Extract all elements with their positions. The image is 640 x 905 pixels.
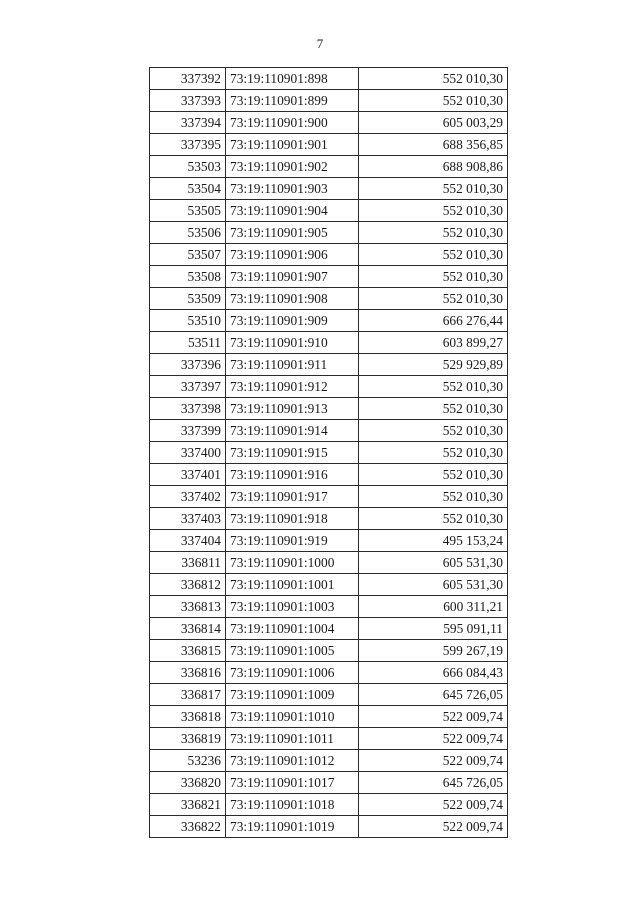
cadastral-number-cell: 73:19:110901:1006 xyxy=(226,662,359,684)
row-id-cell: 53506 xyxy=(150,222,226,244)
cadastral-number-cell: 73:19:110901:909 xyxy=(226,310,359,332)
table-row xyxy=(150,772,508,794)
cadastral-value-cell: 552 010,30 xyxy=(359,442,508,464)
cadastral-value-cell: 522 009,74 xyxy=(359,706,508,728)
table-row xyxy=(150,354,508,376)
row-id-cell: 336821 xyxy=(150,794,226,816)
row-id-cell: 337397 xyxy=(150,376,226,398)
cadastral-number-cell: 73:19:110901:1009 xyxy=(226,684,359,706)
cadastral-value-cell: 522 009,74 xyxy=(359,816,508,838)
table-row xyxy=(150,288,508,310)
cadastral-number-cell: 73:19:110901:904 xyxy=(226,200,359,222)
table-row xyxy=(150,156,508,178)
table-row xyxy=(150,486,508,508)
row-id-cell: 53236 xyxy=(150,750,226,772)
cadastral-value-cell: 552 010,30 xyxy=(359,178,508,200)
cadastral-number-cell: 73:19:110901:912 xyxy=(226,376,359,398)
cadastral-value-cell: 522 009,74 xyxy=(359,728,508,750)
table-row xyxy=(150,222,508,244)
cadastral-number-cell: 73:19:110901:918 xyxy=(226,508,359,530)
row-id-cell: 337400 xyxy=(150,442,226,464)
table-row xyxy=(150,596,508,618)
table-row xyxy=(150,750,508,772)
cadastral-value-cell: 595 091,11 xyxy=(359,618,508,640)
cadastral-number-cell: 73:19:110901:1019 xyxy=(226,816,359,838)
table-row xyxy=(150,398,508,420)
cadastral-value-cell: 688 908,86 xyxy=(359,156,508,178)
cadastral-value-table xyxy=(149,67,508,838)
cadastral-number-cell: 73:19:110901:900 xyxy=(226,112,359,134)
cadastral-number-cell: 73:19:110901:899 xyxy=(226,90,359,112)
table-row xyxy=(150,706,508,728)
row-id-cell: 53510 xyxy=(150,310,226,332)
cadastral-number-cell: 73:19:110901:902 xyxy=(226,156,359,178)
row-id-cell: 53504 xyxy=(150,178,226,200)
table-row xyxy=(150,420,508,442)
table-row xyxy=(150,464,508,486)
table-row xyxy=(150,178,508,200)
cadastral-value-cell: 522 009,74 xyxy=(359,794,508,816)
row-id-cell: 336812 xyxy=(150,574,226,596)
cadastral-value-cell: 688 356,85 xyxy=(359,134,508,156)
table-row xyxy=(150,728,508,750)
table-row xyxy=(150,442,508,464)
cadastral-value-cell: 552 010,30 xyxy=(359,68,508,90)
row-id-cell: 336820 xyxy=(150,772,226,794)
cadastral-value-cell: 552 010,30 xyxy=(359,200,508,222)
cadastral-value-cell: 552 010,30 xyxy=(359,508,508,530)
row-id-cell: 337399 xyxy=(150,420,226,442)
table-row xyxy=(150,618,508,640)
table-row xyxy=(150,508,508,530)
row-id-cell: 336818 xyxy=(150,706,226,728)
row-id-cell: 53511 xyxy=(150,332,226,354)
row-id-cell: 336813 xyxy=(150,596,226,618)
row-id-cell: 337402 xyxy=(150,486,226,508)
cadastral-value-cell: 552 010,30 xyxy=(359,288,508,310)
cadastral-value-cell: 495 153,24 xyxy=(359,530,508,552)
cadastral-number-cell: 73:19:110901:1001 xyxy=(226,574,359,596)
table-row xyxy=(150,90,508,112)
cadastral-number-cell: 73:19:110901:916 xyxy=(226,464,359,486)
cadastral-value-cell: 666 084,43 xyxy=(359,662,508,684)
cadastral-value-cell: 666 276,44 xyxy=(359,310,508,332)
row-id-cell: 53508 xyxy=(150,266,226,288)
table-row xyxy=(150,662,508,684)
table-row xyxy=(150,552,508,574)
cadastral-value-cell: 600 311,21 xyxy=(359,596,508,618)
cadastral-number-cell: 73:19:110901:1011 xyxy=(226,728,359,750)
cadastral-value-cell: 603 899,27 xyxy=(359,332,508,354)
row-id-cell: 336819 xyxy=(150,728,226,750)
row-id-cell: 336816 xyxy=(150,662,226,684)
cadastral-value-cell: 552 010,30 xyxy=(359,222,508,244)
row-id-cell: 337403 xyxy=(150,508,226,530)
row-id-cell: 336817 xyxy=(150,684,226,706)
table-row xyxy=(150,376,508,398)
cadastral-number-cell: 73:19:110901:898 xyxy=(226,68,359,90)
cadastral-number-cell: 73:19:110901:1012 xyxy=(226,750,359,772)
cadastral-value-cell: 552 010,30 xyxy=(359,420,508,442)
table-row xyxy=(150,68,508,90)
cadastral-number-cell: 73:19:110901:913 xyxy=(226,398,359,420)
table-row xyxy=(150,200,508,222)
cadastral-number-cell: 73:19:110901:911 xyxy=(226,354,359,376)
table-row xyxy=(150,244,508,266)
cadastral-value-cell: 605 003,29 xyxy=(359,112,508,134)
table-row xyxy=(150,266,508,288)
cadastral-value-cell: 529 929,89 xyxy=(359,354,508,376)
cadastral-number-cell: 73:19:110901:914 xyxy=(226,420,359,442)
cadastral-value-cell: 599 267,19 xyxy=(359,640,508,662)
row-id-cell: 53505 xyxy=(150,200,226,222)
cadastral-number-cell: 73:19:110901:908 xyxy=(226,288,359,310)
cadastral-number-cell: 73:19:110901:1018 xyxy=(226,794,359,816)
row-id-cell: 337398 xyxy=(150,398,226,420)
row-id-cell: 336815 xyxy=(150,640,226,662)
cadastral-value-cell: 522 009,74 xyxy=(359,750,508,772)
cadastral-value-cell: 645 726,05 xyxy=(359,684,508,706)
row-id-cell: 337392 xyxy=(150,68,226,90)
row-id-cell: 337394 xyxy=(150,112,226,134)
cadastral-value-cell: 605 531,30 xyxy=(359,552,508,574)
cadastral-value-cell: 552 010,30 xyxy=(359,376,508,398)
table-row xyxy=(150,816,508,838)
row-id-cell: 336822 xyxy=(150,816,226,838)
cadastral-number-cell: 73:19:110901:919 xyxy=(226,530,359,552)
cadastral-number-cell: 73:19:110901:1005 xyxy=(226,640,359,662)
cadastral-number-cell: 73:19:110901:915 xyxy=(226,442,359,464)
row-id-cell: 53503 xyxy=(150,156,226,178)
table-row xyxy=(150,134,508,156)
cadastral-value-cell: 552 010,30 xyxy=(359,244,508,266)
cadastral-value-cell: 552 010,30 xyxy=(359,266,508,288)
table-row xyxy=(150,332,508,354)
cadastral-number-cell: 73:19:110901:1003 xyxy=(226,596,359,618)
cadastral-number-cell: 73:19:110901:1017 xyxy=(226,772,359,794)
cadastral-number-cell: 73:19:110901:917 xyxy=(226,486,359,508)
row-id-cell: 337401 xyxy=(150,464,226,486)
cadastral-value-cell: 552 010,30 xyxy=(359,90,508,112)
page-number: 7 xyxy=(316,36,324,51)
table-row xyxy=(150,310,508,332)
cadastral-number-cell: 73:19:110901:901 xyxy=(226,134,359,156)
cadastral-value-cell: 605 531,30 xyxy=(359,574,508,596)
cadastral-number-cell: 73:19:110901:1004 xyxy=(226,618,359,640)
cadastral-number-cell: 73:19:110901:905 xyxy=(226,222,359,244)
row-id-cell: 337404 xyxy=(150,530,226,552)
table-row xyxy=(150,794,508,816)
cadastral-value-cell: 645 726,05 xyxy=(359,772,508,794)
cadastral-value-cell: 552 010,30 xyxy=(359,486,508,508)
cadastral-number-cell: 73:19:110901:910 xyxy=(226,332,359,354)
row-id-cell: 53507 xyxy=(150,244,226,266)
cadastral-number-cell: 73:19:110901:906 xyxy=(226,244,359,266)
cadastral-number-cell: 73:19:110901:1000 xyxy=(226,552,359,574)
table-body xyxy=(150,68,508,838)
row-id-cell: 337395 xyxy=(150,134,226,156)
cadastral-value-cell: 552 010,30 xyxy=(359,464,508,486)
table-row xyxy=(150,684,508,706)
row-id-cell: 53509 xyxy=(150,288,226,310)
cadastral-number-cell: 73:19:110901:907 xyxy=(226,266,359,288)
row-id-cell: 337393 xyxy=(150,90,226,112)
cadastral-value-cell: 552 010,30 xyxy=(359,398,508,420)
cadastral-number-cell: 73:19:110901:1010 xyxy=(226,706,359,728)
row-id-cell: 336811 xyxy=(150,552,226,574)
row-id-cell: 336814 xyxy=(150,618,226,640)
table-row xyxy=(150,112,508,134)
row-id-cell: 337396 xyxy=(150,354,226,376)
table-row xyxy=(150,640,508,662)
table-row xyxy=(150,574,508,596)
cadastral-number-cell: 73:19:110901:903 xyxy=(226,178,359,200)
table-row xyxy=(150,530,508,552)
